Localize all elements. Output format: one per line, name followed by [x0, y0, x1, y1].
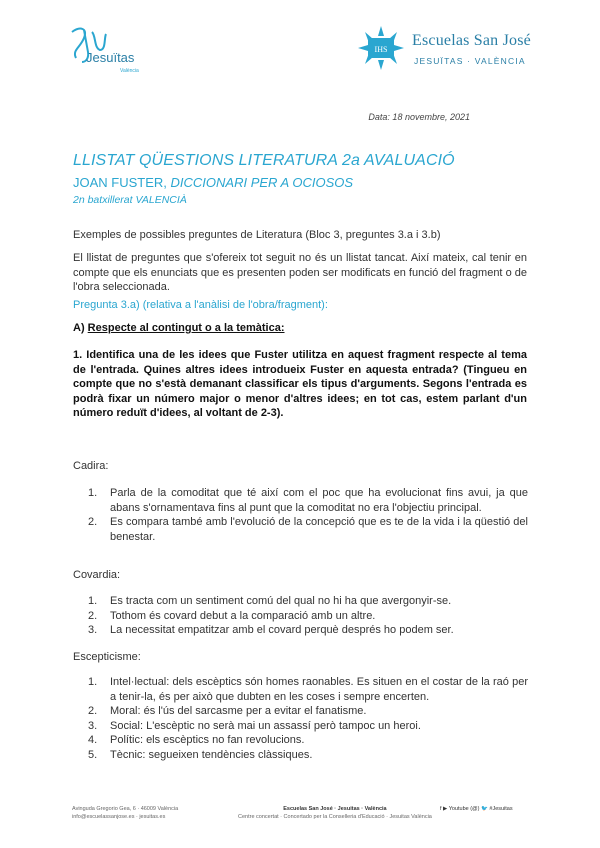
svg-text:IHS: IHS [374, 45, 388, 54]
topic-list-escepticisme [88, 675, 528, 762]
list-item: 2. Moral: és l'ús del sarcasme per a evitar el fanatisme. [88, 705, 367, 717]
escuelas-san-jose-logo [356, 24, 556, 72]
section-heading [73, 322, 285, 334]
page-title: LLISTAT QÜESTIONS LITERATURA 2a AVALUACIÓ [73, 152, 455, 169]
document-date: Data: 18 novembre, 2021 [368, 112, 470, 122]
section-title: Respecte al contingut o a la temàtica: [87, 322, 285, 334]
list-item: 3. Social: L'escèptic no serà mai un assassí però tampoc un heroi. [88, 719, 421, 732]
topic-list-covardia [88, 594, 528, 638]
list-item: 2. Es compara també amb l'evolució de la concepció que es te de la vida i la qüestió del benestar. [88, 516, 528, 543]
right-logo-sub: JESUÏTAS · VALÈNCIA [414, 56, 526, 66]
page-subtitle [73, 175, 353, 190]
footer-address: Avinguda Gregorio Gea, 6 · 46009 València info@escuelassanjose.es · jesuitas.es [72, 806, 179, 820]
left-logo-sub: València [120, 68, 139, 74]
footer-center: Escuelas San José · Jesuitas · València Centre concertat · Concertado per la Conselleria d'Educació · Jesuitas València [238, 806, 432, 820]
intro-paragraph: Exemples de possibles preguntes de Literatura (Bloc 3, preguntes 3.a i 3.b) [73, 229, 441, 241]
subtitle-book: DICCIONARI PER A OCIOSOS [170, 175, 354, 190]
list-item: 3. La necessitat empatitzar amb el covard perquè després ho podem ser. [88, 624, 454, 636]
list-item: 1. Intel·lectual: dels escèptics són homes raonables. Es situen en el costar de la raó per a tenir-la, és per això que dubten en les coses i sempre encerten. [88, 676, 528, 703]
intro-note-paragraph: El llistat de preguntes que s'ofereix tot seguit no és un llistat tancat. Així mateix, cal tenir en compte que els enunciats que es presenten poden ser modificats en funció del fragment o de l'obra seleccionada. [73, 252, 527, 293]
list-item: 1. Es tracta com un sentiment comú del qual no hi ha que avergonyir-se. [88, 595, 452, 607]
right-logo-title: Escuelas San José [412, 32, 531, 49]
jesuitas-logo [66, 22, 150, 78]
sun-seal-icon [356, 24, 406, 72]
footer-social-links[interactable]: f ▶ Youtube (@) 🐦 #Jesuitas [440, 806, 513, 812]
list-item: 4. Polític: els escèptics no fan revolucions. [88, 734, 305, 746]
topic-label-cadira: Cadira: [73, 460, 109, 472]
list-item: 1. Parla de la comoditat que té així com el poc que ha evolucionat fins avui, ja que abans s'ornamentava fins al punt que la comoditat no era l'objectiu principal. [88, 487, 528, 514]
question-1: 1. Identifica una de les idees que Fuster utilitza en aquest fragment respecte al tema de l'entrada. Quines altres idees introdueix Fuster en aquesta entrada? (Tingueu en compte que no s'està demanant classificar els tipus d'arguments. Segons l'entrada es podrà fixar un número major o menor d'altres idees; en tot cas, estem parlant d'un número reduït d'idees, al voltant de 2-3). [73, 349, 527, 419]
course-label: 2n batxillerat VALENCIÀ [73, 194, 187, 206]
list-item: 5. Tècnic: segueixen tendències clàssiques. [88, 748, 313, 761]
list-item: 2. Tothom és covard debut a la comparació amb un altre. [88, 609, 376, 622]
subtitle-author: JOAN FUSTER, [73, 175, 167, 190]
topic-list-cadira [88, 486, 528, 544]
topic-label-escepticisme: Escepticisme: [73, 651, 141, 663]
topic-label-covardia: Covardia: [73, 569, 121, 581]
question-heading: Pregunta 3.a) (relativa a l'anàlisi de l'obra/fragment): [73, 299, 328, 311]
section-letter: A) [73, 322, 85, 334]
footer-email-link[interactable]: info@escuelassanjose.es · jesuitas.es [72, 814, 166, 820]
left-logo-text: Jesuïtas [86, 50, 135, 65]
